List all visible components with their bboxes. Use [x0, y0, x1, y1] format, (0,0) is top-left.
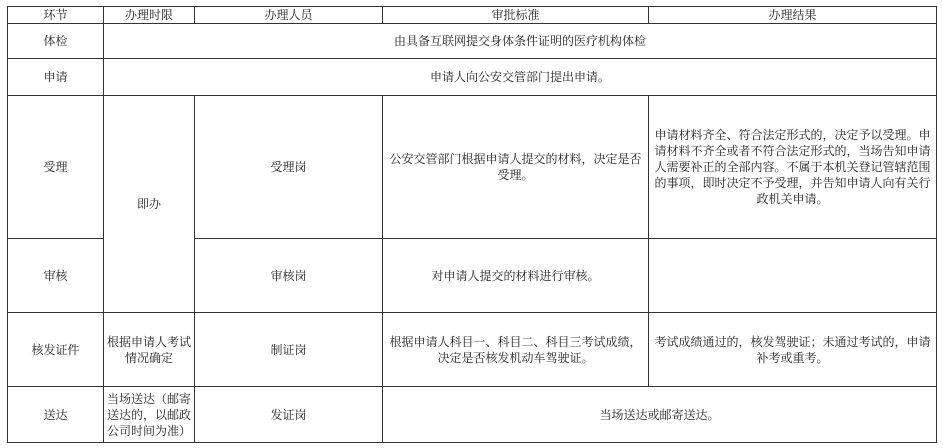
time-limit-immediate: 即办 [104, 96, 195, 313]
header-stage: 环节 [8, 7, 104, 24]
stage-apply: 申请 [8, 59, 104, 96]
approval-process-table [7, 6, 937, 443]
header-row [8, 7, 937, 24]
stage-accept: 受理 [8, 96, 104, 239]
apply-content: 申请人向公安交管部门提出申请。 [104, 59, 937, 96]
result-review [649, 239, 937, 313]
header-staff: 办理人员 [195, 7, 383, 24]
stage-exam: 体检 [8, 24, 104, 59]
stage-deliver: 送达 [8, 387, 104, 443]
result-accept: 申请材料齐全、符合法定形式的，决定予以受理。申请材料不齐全或者不符合法定形式的，当场告知申请人需要补正的全部内容。不属于本机关登记管辖范围的事项，即时决定不予受理，并告知申请人向有关行政机关申请。 [649, 96, 937, 239]
row-deliver [8, 387, 937, 443]
stage-review: 审核 [8, 239, 104, 313]
staff-review: 审核岗 [195, 239, 383, 313]
standard-issue: 根据申请人科目一、科目二、科目三考试成绩，决定是否核发机动车驾驶证。 [383, 313, 649, 387]
row-issue [8, 313, 937, 387]
header-approval-standard: 审批标准 [383, 7, 649, 24]
header-result: 办理结果 [649, 7, 937, 24]
standard-review: 对申请人提交的材料进行审核。 [383, 239, 649, 313]
result-issue: 考试成绩通过的，核发驾驶证；未通过考试的，申请补考或重考。 [649, 313, 937, 387]
stage-issue: 核发证件 [8, 313, 104, 387]
standard-accept: 公安交管部门根据申请人提交的材料，决定是否受理。 [383, 96, 649, 239]
header-time-limit: 办理时限 [104, 7, 195, 24]
staff-accept: 受理岗 [195, 96, 383, 239]
staff-deliver: 发证岗 [195, 387, 383, 443]
deliver-content: 当场送达或邮寄送达。 [383, 387, 937, 443]
row-accept [8, 96, 937, 239]
time-limit-deliver: 当场送达（邮寄送达的，以邮政公司时间为准） [104, 387, 195, 443]
row-apply [8, 59, 937, 96]
time-limit-issue: 根据申请人考试情况确定 [104, 313, 195, 387]
exam-content: 由具备互联网提交身体条件证明的医疗机构体检 [104, 24, 937, 59]
staff-issue: 制证岗 [195, 313, 383, 387]
row-exam [8, 24, 937, 59]
